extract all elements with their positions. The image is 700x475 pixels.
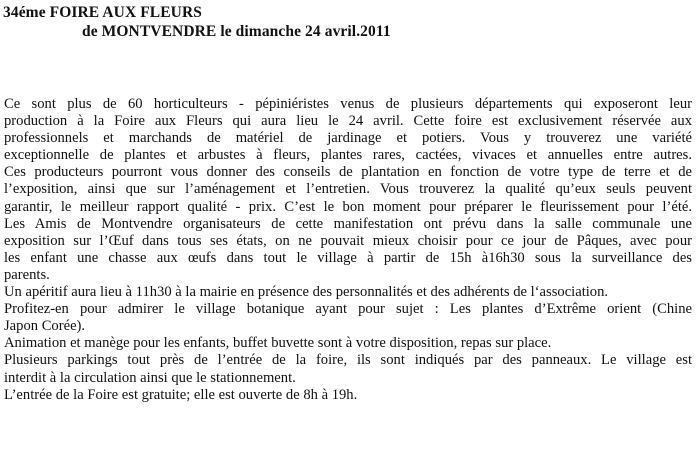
text-line: les enfant une chasse aux œufs dans tout le village à partir de 15h à16h30 sous la surveillance des: [4, 249, 692, 266]
text-line: parents.: [4, 266, 50, 283]
text-line: Ces producteurs pourront vous donner des conseils de plantation en fonction de votre type de terre et de: [4, 164, 692, 181]
text-line: garantir, le meilleur rapport qualité - prix. C’est le bon moment pour préparer le fleurissement pour l’été.: [4, 198, 692, 215]
text-line: Les Amis de Montvendre organisateurs de cette manifestation ont prévu dans la salle communale une: [4, 215, 692, 232]
text-line: Ce sont plus de 60 horticulteurs - pépiniéristes venus de plusieurs départements qui exposeront leur: [4, 96, 692, 112]
text-line: L’entrée de la Foire est gratuite; elle est ouverte de 8h à 19h.: [4, 386, 358, 403]
text-line: interdit à la circulation ainsi que le stationnement.: [4, 369, 296, 386]
text-line: professionnels et marchands de matériel de jardinage et potiers. Vous y trouverez une variété: [4, 130, 692, 147]
text-line: Plusieurs parkings tout près de l’entrée de la foire, ils sont indiqués par des panneaux. Le village est: [4, 352, 692, 369]
text-line: l’exposition, ainsi que sur l’aménagement et l’entretien. Vous trouverez la qualité qu’eux seuls peuvent: [4, 181, 692, 198]
title-line-2: de MONTVENDRE le dimanche 24 avril.2011: [82, 23, 391, 40]
text-line: Japon Corée).: [4, 318, 86, 335]
title-line-1: 34éme FOIRE AUX FLEURS: [3, 4, 202, 21]
body-text: [4, 96, 692, 404]
text-line: Animation et manège pour les enfants, buffet buvette sont à votre disposition, repas sur place.: [4, 335, 552, 352]
text-line: exposition sur l’Œuf dans tous ses états, on ne pouvait mieux choisir pour ce jour de Pâques, avec pour: [4, 232, 692, 249]
text-line: Profitez-en pour admirer le village botanique ayant pour sujet : Les plantes d’Extrême orient (Chine: [4, 301, 692, 318]
text-line: exceptionnelle de plantes et arbustes à fleurs, plantes rares, cactées, vivaces et annuelles entre autres.: [4, 147, 692, 164]
text-line: Un apéritif aura lieu à 11h30 à la mairie en présence des personnalités et des adhérents de l‘association.: [4, 284, 609, 301]
text-line: production à la Foire aux Fleurs qui aura lieu le 24 avril. Cette foire est exclusivement réservée aux: [4, 113, 692, 130]
